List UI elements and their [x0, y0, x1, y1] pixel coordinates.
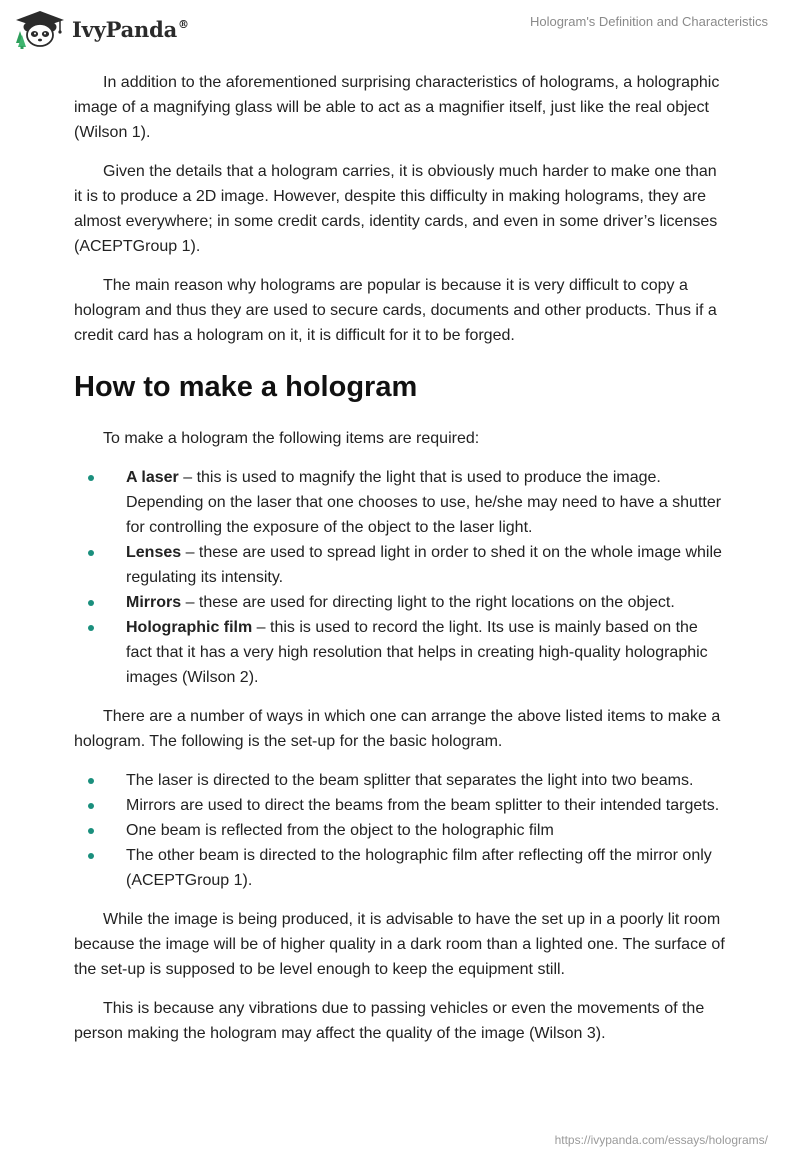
page-header — [0, 0, 800, 60]
brand-name: IvyPanda® — [72, 16, 189, 42]
bullet-icon — [88, 600, 94, 606]
bullet-icon — [88, 550, 94, 556]
step-text: One beam is reflected from the object to the holographic film — [126, 822, 554, 839]
section-lead: To make a hologram the following items are required: — [103, 430, 480, 447]
item-term: Holographic film — [126, 619, 253, 636]
list-item — [74, 818, 726, 843]
bullet-icon — [88, 475, 94, 481]
required-items-list — [74, 465, 726, 690]
item-description: – these are used to spread light in order to shed it on the whole image while regulating its intensity. — [126, 544, 722, 586]
section-heading: How to make a hologram — [74, 371, 418, 403]
bullet-icon — [88, 803, 94, 809]
item-term: A laser — [126, 469, 179, 486]
list-item — [74, 768, 726, 793]
bullet-icon — [88, 853, 94, 859]
list-item — [74, 793, 726, 818]
bullet-icon — [88, 625, 94, 631]
panda-graduate-icon — [14, 9, 66, 49]
list-item — [74, 590, 726, 615]
step-text: The other beam is directed to the holographic film after reflecting off the mirror only (ACEPTGroup 1). — [126, 847, 712, 889]
registered-mark: ® — [178, 17, 189, 31]
paragraph: There are a number of ways in which one can arrange the above listed items to make a hologram. The following is the set-up for the basic hologram. — [74, 708, 721, 750]
step-text: Mirrors are used to direct the beams from the beam splitter to their intended targets. — [126, 797, 720, 814]
item-term: Mirrors — [126, 594, 182, 611]
document-title: Hologram's Definition and Characteristics — [529, 14, 768, 29]
list-item — [74, 540, 726, 590]
item-description: – this is used to magnify the light that is used to produce the image. Depending on the laser that one chooses to use, he/she may need to have a shutter for controlling the exposure of the object to the laser light. — [126, 469, 722, 536]
item-description: – this is used to record the light. Its use is mainly based on the fact that it has a very high resolution that helps in creating high-quality holographic images (Wilson 2). — [126, 619, 708, 686]
paragraph: This is because any vibrations due to passing vehicles or even the movements of the person making the hologram may affect the quality of the image (Wilson 3). — [74, 1000, 705, 1042]
list-item — [74, 465, 726, 540]
brand-logo[interactable] — [14, 9, 189, 49]
paragraph: The main reason why holograms are popular is because it is very difficult to copy a hologram and thus they are used to secure cards, documents and other products. Thus if a credit card has a hologram on it, it is difficult for it to be forged. — [74, 277, 717, 344]
item-description: – these are used for directing light to the right locations on the object. — [181, 594, 675, 611]
bullet-icon — [88, 828, 94, 834]
article-body — [74, 70, 726, 1060]
list-item — [74, 843, 726, 893]
list-item — [74, 615, 726, 690]
item-term: Lenses — [126, 544, 182, 561]
paragraph: Given the details that a hologram carries, it is obviously much harder to make one than it is to produce a 2D image. However, despite this difficulty in making holograms, they are almost everywhere; in some credit cards, identity cards, and even in some driver’s licenses (ACEPTGroup 1). — [74, 163, 718, 255]
paragraph: While the image is being produced, it is advisable to have the set up in a poorly lit room because the image will be of higher quality in a dark room than a lighted one. The surface of the set-up is supposed to be level enough to keep the equipment still. — [74, 911, 725, 978]
bullet-icon — [88, 778, 94, 784]
step-text: The laser is directed to the beam splitter that separates the light into two beams. — [126, 772, 694, 789]
source-url-link[interactable]: https://ivypanda.com/essays/holograms/ — [554, 1133, 768, 1147]
paragraph: In addition to the aforementioned surprising characteristics of holograms, a holographic image of a magnifying glass will be able to act as a magnifier itself, just like the real object (Wilson 1). — [74, 74, 720, 141]
setup-steps-list — [74, 768, 726, 893]
